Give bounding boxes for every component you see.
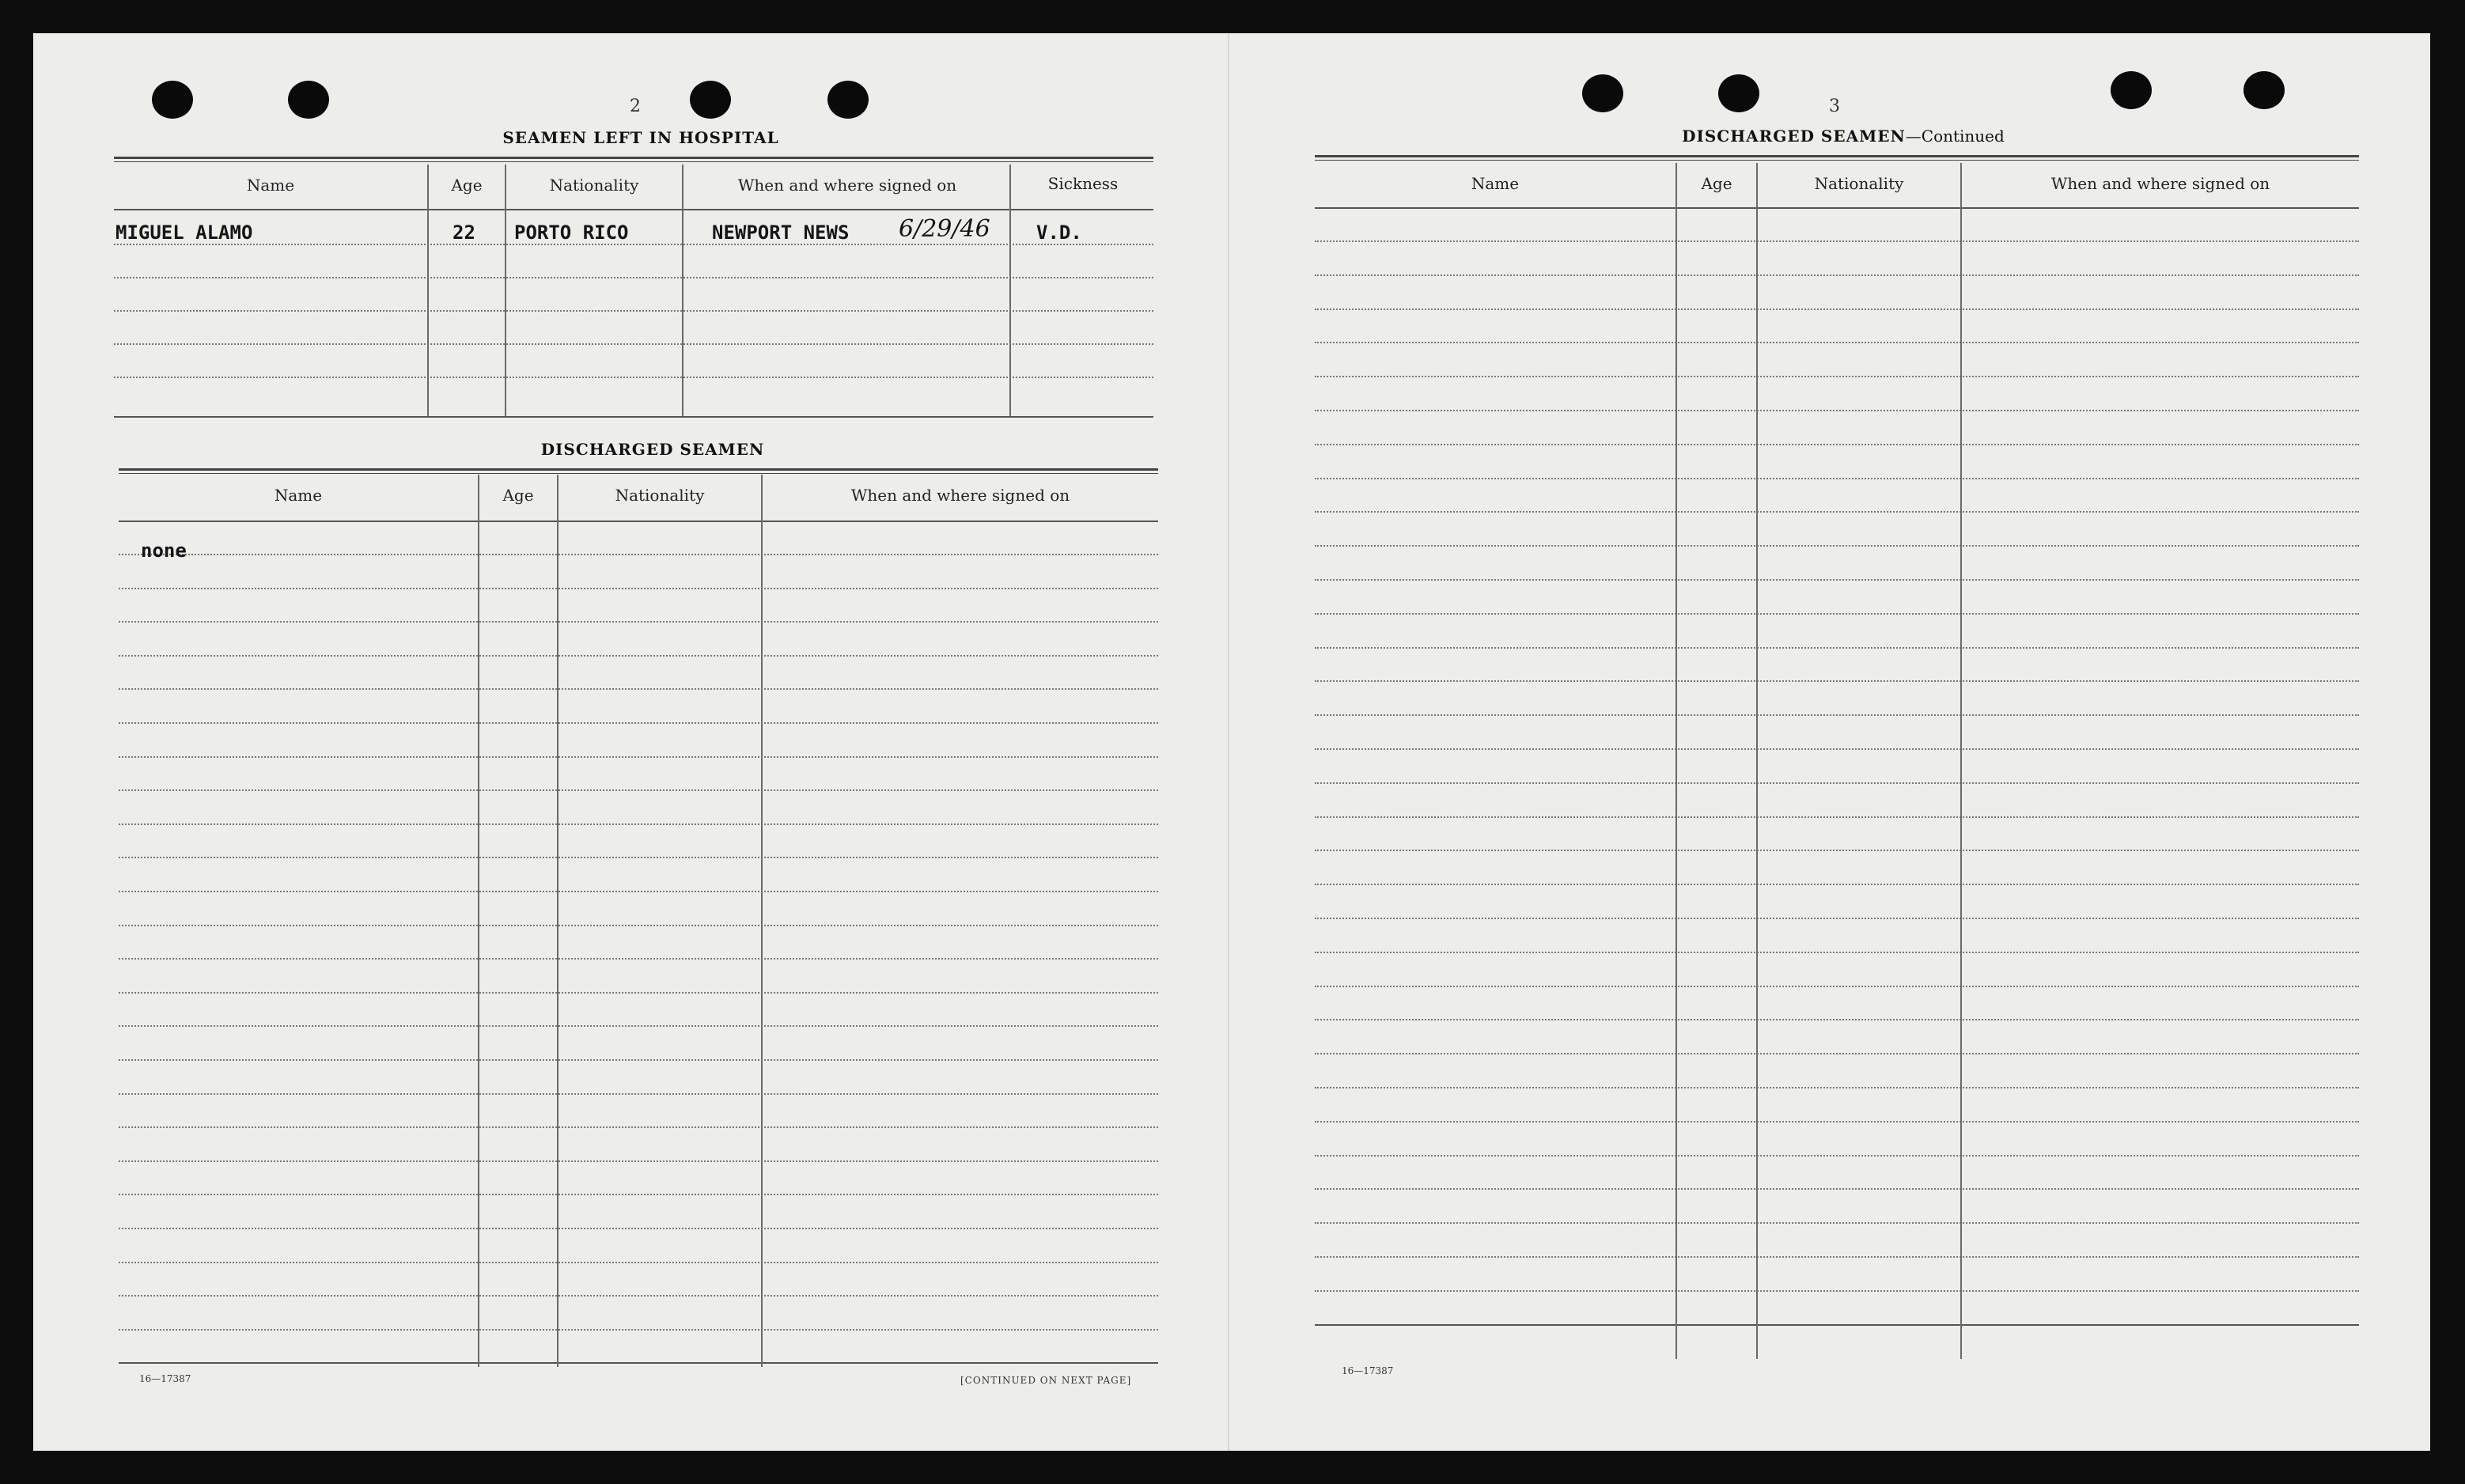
hospital-row-line — [114, 244, 1153, 245]
document-sheet — [33, 33, 2430, 1451]
right-col-divider — [1960, 163, 1962, 1359]
hospital-seaman-name: MIGUEL ALAMO — [115, 221, 253, 244]
page-fold — [1228, 33, 1229, 1451]
discharged-entry-none: none — [141, 539, 187, 562]
row-line — [119, 789, 1158, 791]
row-line — [1315, 410, 2359, 411]
row-line — [119, 1160, 1158, 1162]
row-line — [119, 1262, 1158, 1263]
hospital-seaman-sickness: V.D. — [1036, 221, 1082, 244]
discharged-col-header-nationality: Nationality — [615, 486, 705, 505]
punch-hole — [1718, 74, 1759, 112]
punch-hole — [152, 81, 193, 119]
row-line — [119, 1126, 1158, 1128]
row-line — [1315, 511, 2359, 513]
row-line — [119, 891, 1158, 892]
row-line — [119, 554, 1158, 555]
row-line — [1315, 816, 2359, 818]
row-line — [1315, 1053, 2359, 1054]
hospital-row-line — [114, 277, 1153, 278]
discharged-col-header-age: Age — [502, 486, 534, 505]
hospital-col-divider — [1009, 165, 1011, 416]
punch-hole — [690, 81, 731, 119]
col-header-when-where: When and where signed on — [737, 176, 957, 195]
row-line — [119, 925, 1158, 926]
hospital-seaman-age: 22 — [452, 221, 475, 244]
right-col-header-when-where: When and where signed on — [2050, 174, 2270, 193]
right-col-header-nationality: Nationality — [1814, 174, 1904, 193]
row-line — [1315, 1087, 2359, 1088]
discharged-title-rule — [119, 468, 1158, 474]
row-line — [119, 1228, 1158, 1229]
hospital-row-line — [114, 343, 1153, 345]
hospital-col-divider — [427, 165, 429, 416]
continued-note: [CONTINUED ON NEXT PAGE] — [960, 1375, 1132, 1386]
discharged-col-divider — [761, 475, 763, 1367]
row-line — [1315, 1222, 2359, 1224]
row-line — [119, 857, 1158, 858]
row-line — [119, 823, 1158, 825]
right-header-rule — [1315, 207, 2359, 209]
form-number-right: 16—17387 — [1342, 1365, 1394, 1376]
right-col-header-name: Name — [1471, 174, 1520, 193]
row-line — [1315, 782, 2359, 784]
row-line — [1315, 1256, 2359, 1258]
hospital-seaman-date: 6/29/46 — [899, 215, 990, 243]
hospital-row-line — [114, 310, 1153, 312]
row-line — [119, 1093, 1158, 1095]
hospital-bottom-rule — [114, 416, 1153, 418]
row-line — [1315, 309, 2359, 310]
row-line — [1315, 918, 2359, 919]
row-line — [1315, 579, 2359, 581]
punch-hole — [288, 81, 329, 119]
row-line — [119, 958, 1158, 960]
row-line — [1315, 1019, 2359, 1020]
hospital-col-divider — [505, 165, 506, 416]
hospital-seaman-port: NEWPORT NEWS — [712, 221, 850, 244]
row-line — [119, 1295, 1158, 1297]
form-number-left: 16—17387 — [139, 1373, 191, 1384]
row-line — [1315, 444, 2359, 445]
right-col-divider — [1676, 163, 1677, 1359]
row-line — [1315, 884, 2359, 885]
col-header-age: Age — [451, 176, 483, 195]
punch-hole — [2111, 71, 2152, 109]
discharged-col-divider — [557, 475, 559, 1367]
discharged-header-rule — [119, 521, 1158, 522]
row-line — [1315, 714, 2359, 716]
row-line — [1315, 1155, 2359, 1157]
col-header-sickness: Sickness — [1047, 174, 1119, 193]
discharged-section-title: DISCHARGED SEAMEN — [540, 440, 765, 459]
col-header-nationality: Nationality — [549, 176, 639, 195]
row-line — [119, 621, 1158, 623]
right-title-main: DISCHARGED SEAMEN — [1682, 127, 1906, 146]
row-line — [119, 722, 1158, 724]
row-line — [1315, 545, 2359, 547]
row-line — [119, 688, 1158, 690]
row-line — [1315, 647, 2359, 649]
bottom-rule — [1315, 1324, 2359, 1326]
row-line — [119, 1329, 1158, 1331]
row-line — [1315, 1188, 2359, 1190]
row-line — [1315, 240, 2359, 242]
hospital-col-divider — [682, 165, 683, 416]
row-line — [1315, 478, 2359, 479]
col-header-name: Name — [246, 176, 295, 195]
row-line — [1315, 274, 2359, 276]
hospital-title-rule — [114, 157, 1153, 162]
punch-hole — [2243, 71, 2285, 109]
row-line — [119, 992, 1158, 994]
punch-hole — [1582, 74, 1623, 112]
hospital-row-line — [114, 377, 1153, 378]
page-number-right: 3 — [1829, 97, 1840, 116]
right-section-title — [1622, 127, 2065, 146]
row-line — [1315, 748, 2359, 750]
row-line — [1315, 952, 2359, 953]
right-title-suffix: —Continued — [1905, 127, 2005, 146]
hospital-seaman-nationality: PORTO RICO — [514, 221, 629, 244]
row-line — [1315, 613, 2359, 615]
row-line — [119, 1025, 1158, 1027]
row-line — [1315, 1290, 2359, 1292]
right-title-rule — [1315, 155, 2359, 161]
hospital-header-rule — [114, 209, 1153, 210]
discharged-col-header-when-where: When and where signed on — [850, 486, 1070, 505]
row-line — [119, 1059, 1158, 1061]
right-col-divider — [1756, 163, 1758, 1359]
row-line — [1315, 1121, 2359, 1122]
bottom-rule — [119, 1362, 1158, 1364]
row-line — [1315, 376, 2359, 377]
discharged-col-divider — [478, 475, 479, 1367]
hospital-section-title: SEAMEN LEFT IN HOSPITAL — [502, 128, 779, 147]
row-line — [1315, 342, 2359, 343]
row-line — [1315, 680, 2359, 682]
right-col-header-age: Age — [1701, 174, 1732, 193]
row-line — [1315, 850, 2359, 851]
row-line — [119, 588, 1158, 589]
row-line — [119, 655, 1158, 657]
page-number-left: 2 — [630, 97, 641, 116]
discharged-col-header-name: Name — [274, 486, 323, 505]
row-line — [1315, 986, 2359, 987]
punch-hole — [827, 81, 869, 119]
row-line — [119, 1194, 1158, 1195]
row-line — [119, 756, 1158, 758]
